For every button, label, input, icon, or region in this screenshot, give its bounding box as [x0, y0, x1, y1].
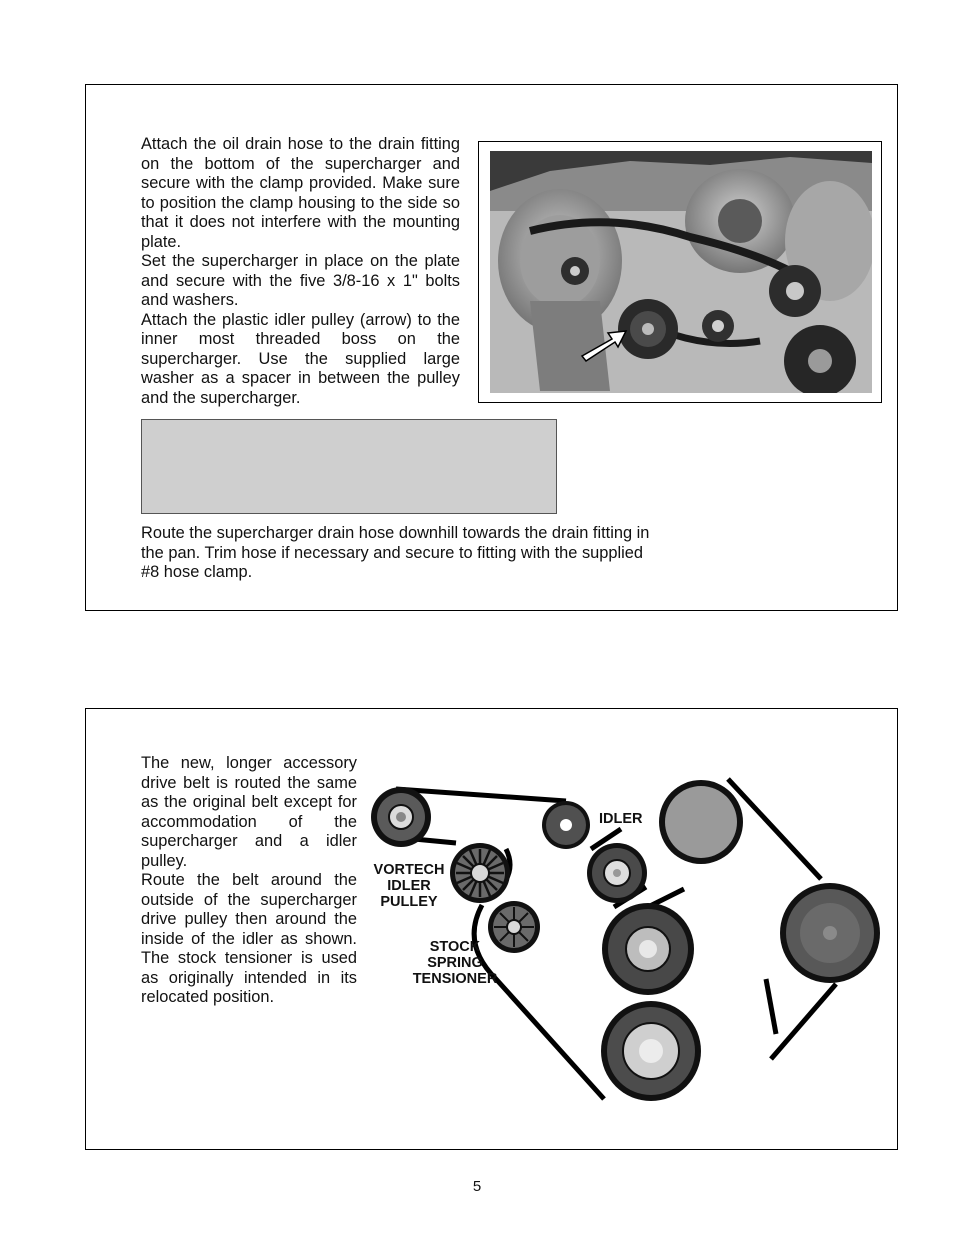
right-pulley: [780, 883, 880, 983]
page-number: 5: [472, 1178, 482, 1195]
crankshaft-pulley: [371, 787, 431, 847]
bottom-pulley: [601, 1001, 701, 1101]
small-pulley: [542, 801, 590, 849]
instruction-paragraph: Route the belt around the outside of the supercharger drive pulley then around the inside of the idler as shown. The stock tensioner is used as originally intended in its relocated position.: [141, 871, 357, 1006]
instruction-paragraph: The new, longer accessory drive belt is routed the same as the original belt except for accommodation of the supercharger and a idler pulley.: [141, 754, 357, 870]
instruction-paragraph: Attach the plastic idler pulley (arrow) to the inner most threaded boss on the supercharger. Use the supplied large washer as a spacer in between the pulley and the supercharger.: [141, 310, 460, 407]
step-panel-belt-routing: [85, 708, 898, 1150]
label-stock-tensioner: SPRING: [427, 955, 483, 971]
engine-photo-illustration: [490, 151, 872, 393]
supercharger-pulley: [659, 780, 743, 864]
label-stock-tensioner: TENSIONER: [412, 971, 498, 987]
middle-pulley: [602, 903, 694, 995]
label-idler: IDLER: [599, 811, 643, 827]
label-vortech: PULLEY: [380, 894, 438, 910]
drain-hose-instructions: Route the supercharger drain hose downhill towards the drain fitting in the pan. Trim hose if necessary and secure to fitting with the supplied #8 hose clamp.: [141, 524, 650, 581]
label-stock-tensioner: STOCK: [429, 939, 481, 955]
instruction-paragraph: Attach the oil drain hose to the drain fitting on the bottom of the supercharger and secure with the clamp provided. Make sure to position the clamp housing to the side so that it does not interfere with the mounting plate.: [141, 135, 460, 251]
label-vortech: VORTECH: [373, 862, 445, 878]
vortech-idler-pulley: [450, 843, 510, 903]
note-box: [141, 419, 557, 514]
label-vortech: IDLER: [387, 878, 431, 894]
engine-photo: [478, 141, 882, 403]
idler-pulley: [587, 843, 647, 903]
step-panel-supercharger-mount: [85, 84, 898, 611]
instruction-paragraph: Set the supercharger in place on the plate and secure with the five 3/8-16 x 1" bolts and washers.: [141, 252, 460, 309]
belt-instructions: [141, 754, 357, 1008]
stock-spring-tensioner: [488, 901, 540, 953]
mount-instructions: [141, 135, 460, 408]
belt-routing-diagram: [366, 769, 886, 1109]
